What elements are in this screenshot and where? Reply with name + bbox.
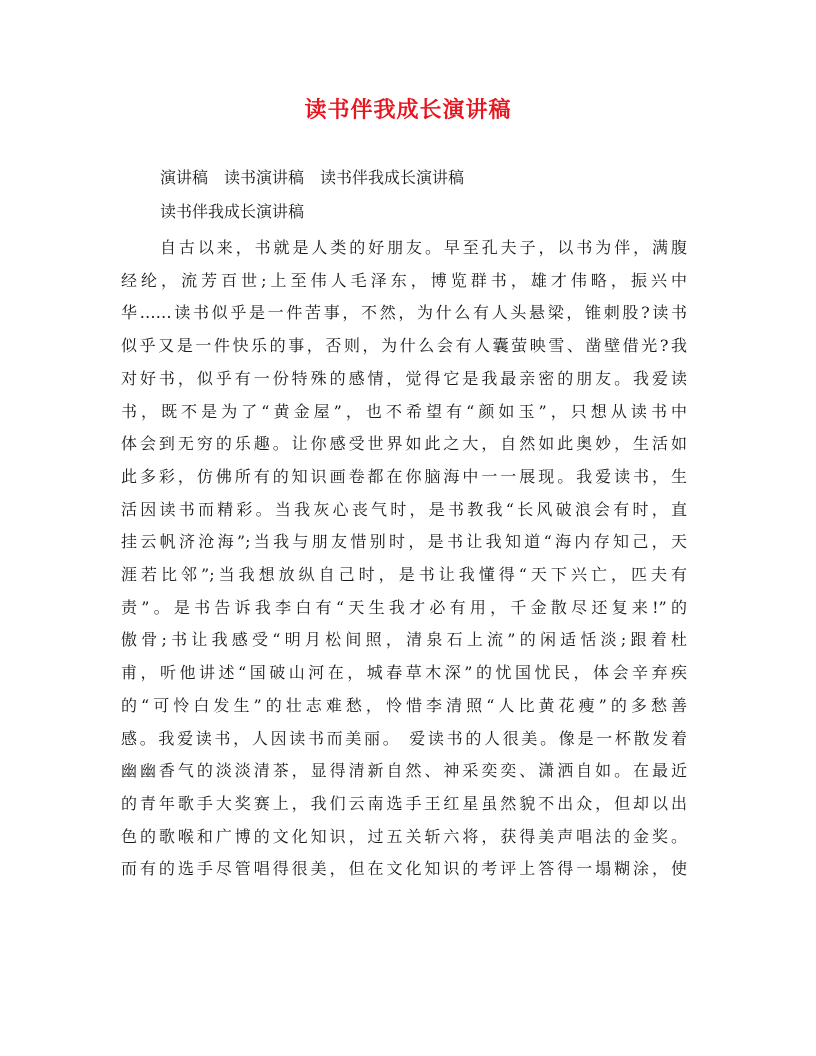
body-line: 挂云帆济沧海”;当我与朋友惜别时，是书让我知道“海内存知己，天 (121, 532, 687, 552)
body-line: 的“可怜白发生”的壮志难愁，怜惜李清照“人比黄花瘦”的多愁善 (121, 695, 687, 715)
body-line: 体会到无穷的乐趣。让你感受世界如此之大，自然如此奥妙，生活如 (121, 434, 687, 454)
body-line: 涯若比邻”;当我想放纵自己时，是书让我懂得“天下兴亡，匹夫有 (121, 565, 687, 585)
tag-line: 演讲稿 读书演讲稿 读书伴我成长演讲稿 (160, 168, 465, 187)
body-line: 活因读书而精彩。当我灰心丧气时，是书教我“长风破浪会有时，直 (121, 499, 687, 519)
body-line: 的青年歌手大奖赛上，我们云南选手王红星虽然貌不出众，但却以出 (121, 793, 687, 813)
document-title: 读书伴我成长演讲稿 (304, 97, 512, 123)
body-line: 对好书，似乎有一份特殊的感情，觉得它是我最亲密的朋友。我爱读 (121, 368, 687, 388)
body-line: 华……读书似乎是一件苦事，不然，为什么有人头悬梁，锥刺股?读书 (121, 303, 687, 323)
body-line: 此多彩，仿佛所有的知识画卷都在你脑海中一一展现。我爱读书，生 (121, 466, 687, 486)
body-line: 傲骨;书让我感受“明月松间照，清泉石上流”的闲适恬淡;跟着杜 (121, 630, 687, 650)
body-line: 书，既不是为了“黄金屋”，也不希望有“颜如玉”，只想从读书中 (121, 401, 687, 421)
body-line: 责”。是书告诉我李白有“天生我才必有用，千金散尽还复来!”的 (121, 597, 687, 617)
body-line: 色的歌喉和广博的文化知识，过五关斩六将，获得美声唱法的金奖。 (121, 826, 687, 846)
body-line: 甫，听他讲述“国破山河在，城春草木深”的忧国忧民，体会辛弃疾 (121, 663, 687, 683)
body-line: 感。我爱读书，人因读书而美丽。 爱读书的人很美。像是一杯散发着 (121, 728, 687, 748)
body-line: 似乎又是一件快乐的事，否则，为什么会有人囊萤映雪、凿壁借光?我 (121, 336, 687, 356)
body-line: 而有的选手尽管唱得很美，但在文化知识的考评上答得一塌糊涂，使 (121, 859, 687, 879)
body-line: 经纶，流芳百世;上至伟人毛泽东，博览群书，雄才伟略，振兴中 (121, 270, 687, 290)
subtitle-line: 读书伴我成长演讲稿 (160, 202, 305, 221)
body-text (121, 232, 687, 886)
body-line: 自古以来，书就是人类的好朋友。早至孔夫子，以书为伴，满腹 (160, 238, 687, 257)
body-line: 幽幽香气的淡淡清茶，显得清新自然、神采奕奕、潇洒自如。在最近 (121, 761, 687, 781)
